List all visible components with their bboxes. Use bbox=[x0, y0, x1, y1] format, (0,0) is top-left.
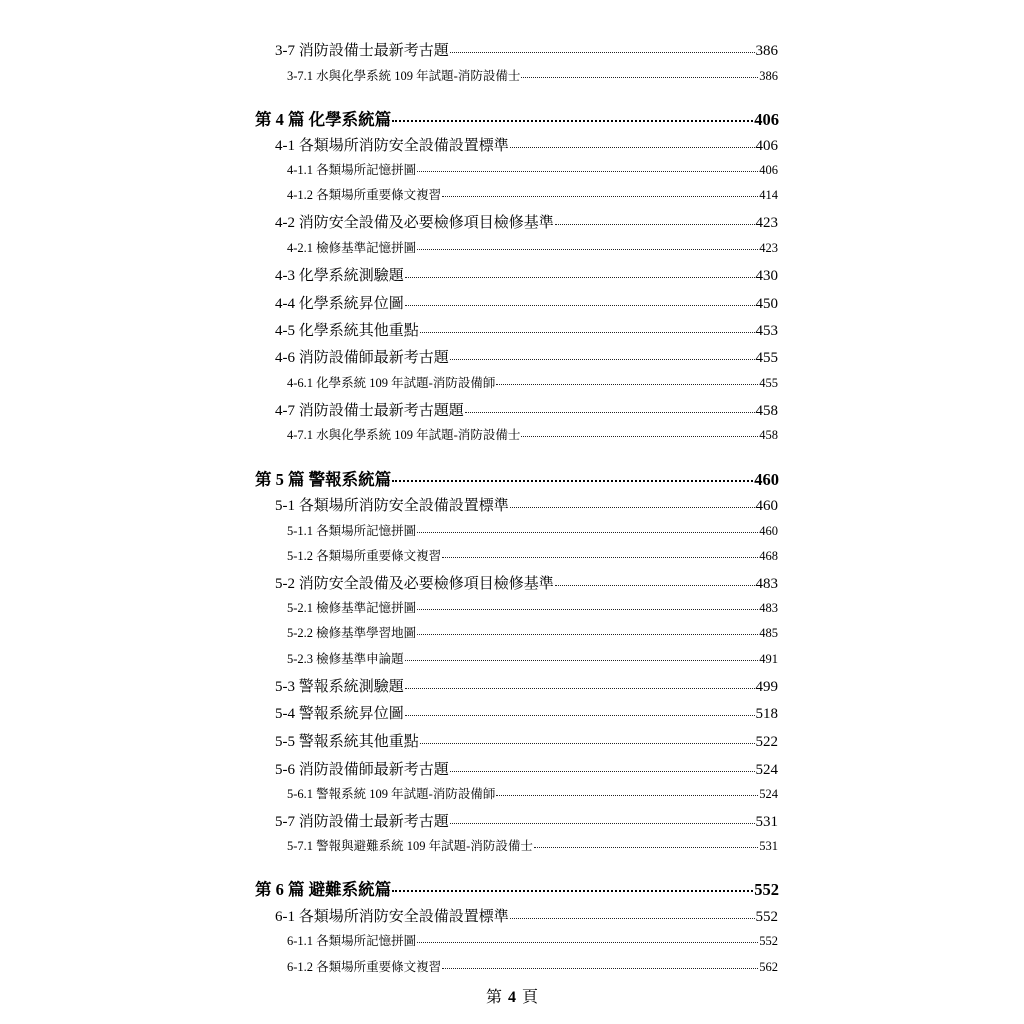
toc-subsection-entry bbox=[287, 598, 778, 616]
toc-page-number: 458 bbox=[755, 403, 778, 419]
toc-page-number: 386 bbox=[755, 43, 778, 59]
toc-section-entry bbox=[275, 494, 778, 515]
dot-leader bbox=[417, 532, 758, 533]
toc-page-number: 423 bbox=[759, 241, 778, 255]
toc-page-number: 468 bbox=[759, 549, 778, 563]
dot-leader bbox=[450, 52, 755, 53]
dot-leader bbox=[521, 77, 758, 78]
toc-entry-title: 4-2 消防安全設備及必要檢修項目檢修基準 bbox=[275, 215, 554, 231]
toc-entry-title: 5-7 消防設備士最新考古題 bbox=[275, 814, 449, 830]
dot-leader bbox=[417, 634, 758, 635]
toc-entry-title: 6-1 各類場所消防安全設備設置標準 bbox=[275, 909, 509, 925]
toc-section-entry bbox=[275, 702, 778, 723]
toc-subsection-entry bbox=[287, 373, 778, 391]
toc-subsection-entry bbox=[287, 238, 778, 256]
toc-entry-title: 5-2.1 檢修基準記憶拼圖 bbox=[287, 601, 417, 615]
dot-leader bbox=[405, 688, 755, 689]
toc-entry-title: 4-7 消防設備士最新考古題題 bbox=[275, 403, 464, 419]
toc-entry-title: 4-1.2 各類場所重要條文複習 bbox=[287, 188, 442, 202]
toc-page-number: 450 bbox=[755, 296, 778, 312]
toc-entry-title: 4-2.1 檢修基準記憶拼圖 bbox=[287, 241, 417, 255]
toc-page-number: 483 bbox=[755, 576, 778, 592]
toc-entry-title: 4-5 化學系統其他重點 bbox=[275, 323, 419, 339]
toc-entry-title: 第 6 篇 避難系統篇 bbox=[255, 880, 392, 899]
toc-entry-title: 5-5 警報系統其他重點 bbox=[275, 734, 419, 750]
toc-entry-title: 4-6 消防設備師最新考古題 bbox=[275, 350, 449, 366]
toc-page-number: 460 bbox=[759, 524, 778, 538]
toc-entry-title: 5-7.1 警報與避難系統 109 年試題-消防設備士 bbox=[287, 839, 533, 853]
toc-subsection-entry bbox=[287, 546, 778, 564]
toc-section-entry bbox=[275, 905, 778, 926]
dot-leader bbox=[510, 507, 755, 508]
toc-page-number: 423 bbox=[755, 215, 778, 231]
dot-leader bbox=[417, 249, 758, 250]
dot-leader bbox=[510, 918, 755, 919]
toc-subsection-entry bbox=[287, 160, 778, 178]
dot-leader bbox=[496, 384, 758, 385]
toc-page-number: 414 bbox=[759, 188, 778, 202]
toc-entry-title: 5-6 消防設備師最新考古題 bbox=[275, 762, 449, 778]
toc-entry-title: 5-1 各類場所消防安全設備設置標準 bbox=[275, 498, 509, 514]
toc-page-number: 430 bbox=[755, 268, 778, 284]
toc-entry-title: 5-2.3 檢修基準申論題 bbox=[287, 652, 404, 666]
toc-page-number: 460 bbox=[754, 470, 779, 489]
dot-leader bbox=[417, 171, 758, 172]
toc-section-entry bbox=[275, 810, 778, 831]
toc-page-number: 453 bbox=[755, 323, 778, 339]
toc-section-entry bbox=[275, 399, 778, 420]
dot-leader bbox=[405, 277, 755, 278]
toc-section-entry bbox=[275, 346, 778, 367]
toc-section-entry bbox=[275, 572, 778, 593]
toc-section-entry bbox=[275, 39, 778, 60]
toc-entry-title: 第 5 篇 警報系統篇 bbox=[255, 470, 392, 489]
toc-subsection-entry bbox=[287, 957, 778, 975]
dot-leader bbox=[521, 436, 758, 437]
footer-prefix: 第 bbox=[485, 989, 502, 1006]
dot-leader bbox=[534, 847, 758, 848]
toc-entry-title: 5-1.2 各類場所重要條文複習 bbox=[287, 549, 442, 563]
toc-page-number: 406 bbox=[754, 110, 779, 129]
toc-section-entry bbox=[275, 264, 778, 285]
toc-entry-title: 4-4 化學系統昇位圖 bbox=[275, 296, 404, 312]
dot-leader bbox=[442, 968, 758, 969]
toc-section-entry bbox=[275, 758, 778, 779]
dot-leader bbox=[555, 224, 755, 225]
toc-page-number: 524 bbox=[755, 762, 778, 778]
toc-section-entry bbox=[275, 319, 778, 340]
toc-part-heading bbox=[255, 106, 779, 130]
footer-page-number: 4 bbox=[508, 989, 516, 1006]
toc-entry-title: 3-7.1 水與化學系統 109 年試題-消防設備士 bbox=[287, 69, 521, 83]
toc-subsection-entry bbox=[287, 784, 778, 802]
toc-entry-title: 5-2.2 檢修基準學習地圖 bbox=[287, 626, 417, 640]
toc-page-number: 406 bbox=[755, 138, 778, 154]
toc-section-entry bbox=[275, 292, 778, 313]
toc-entry-title: 5-4 警報系統昇位圖 bbox=[275, 706, 404, 722]
dot-leader bbox=[417, 942, 758, 943]
toc-page-number: 522 bbox=[755, 734, 778, 750]
dot-leader bbox=[405, 305, 755, 306]
toc-entry-title: 第 4 篇 化學系統篇 bbox=[255, 110, 392, 129]
dot-leader bbox=[442, 557, 758, 558]
dot-leader bbox=[450, 823, 755, 824]
toc-section-entry bbox=[275, 211, 778, 232]
dot-leader bbox=[420, 743, 755, 744]
toc-page-number: 499 bbox=[755, 679, 778, 695]
dot-leader bbox=[405, 715, 755, 716]
toc-entry-title: 6-1.2 各類場所重要條文複習 bbox=[287, 960, 442, 974]
page-footer bbox=[0, 984, 1024, 1007]
dot-leader bbox=[465, 412, 755, 413]
footer-suffix: 頁 bbox=[522, 989, 539, 1006]
toc-page-number: 491 bbox=[759, 652, 778, 666]
toc-subsection-entry bbox=[287, 931, 778, 949]
toc-entry-title: 5-6.1 警報系統 109 年試題-消防設備師 bbox=[287, 787, 496, 801]
toc-page-number: 531 bbox=[759, 839, 778, 853]
toc-page-number: 552 bbox=[759, 934, 778, 948]
toc-page-number: 518 bbox=[755, 706, 778, 722]
toc-part-heading bbox=[255, 876, 779, 900]
toc-subsection-entry bbox=[287, 623, 778, 641]
dot-leader bbox=[392, 480, 753, 482]
dot-leader bbox=[405, 660, 759, 661]
toc-page-number: 406 bbox=[759, 163, 778, 177]
dot-leader bbox=[392, 890, 753, 892]
toc-entry-title: 4-1 各類場所消防安全設備設置標準 bbox=[275, 138, 509, 154]
toc-part-heading bbox=[255, 466, 779, 490]
toc-entry-title: 5-2 消防安全設備及必要檢修項目檢修基準 bbox=[275, 576, 554, 592]
toc-page-number: 483 bbox=[759, 601, 778, 615]
toc-subsection-entry bbox=[287, 836, 778, 854]
toc-page-number: 460 bbox=[755, 498, 778, 514]
toc-subsection-entry bbox=[287, 521, 778, 539]
toc-entry-title: 4-1.1 各類場所記憶拼圖 bbox=[287, 163, 417, 177]
toc-page-number: 524 bbox=[759, 787, 778, 801]
toc-page-number: 386 bbox=[759, 69, 778, 83]
toc-entry-title: 4-7.1 水與化學系統 109 年試題-消防設備士 bbox=[287, 428, 521, 442]
dot-leader bbox=[417, 609, 758, 610]
toc-entry-title: 6-1.1 各類場所記憶拼圖 bbox=[287, 934, 417, 948]
toc-page-number: 455 bbox=[755, 350, 778, 366]
toc-subsection-entry bbox=[287, 425, 778, 443]
toc-page-number: 552 bbox=[754, 880, 779, 899]
toc-page-number: 552 bbox=[755, 909, 778, 925]
toc-subsection-entry bbox=[287, 649, 778, 667]
dot-leader bbox=[510, 147, 755, 148]
toc-entry-title: 5-3 警報系統測驗題 bbox=[275, 679, 404, 695]
dot-leader bbox=[555, 585, 755, 586]
toc-entry-title: 3-7 消防設備士最新考古題 bbox=[275, 43, 449, 59]
toc-page-number: 458 bbox=[759, 428, 778, 442]
toc-page-number: 531 bbox=[755, 814, 778, 830]
toc-section-entry bbox=[275, 675, 778, 696]
toc-section-entry bbox=[275, 730, 778, 751]
toc-page-number: 485 bbox=[759, 626, 778, 640]
toc-subsection-entry bbox=[287, 66, 778, 84]
toc-entry-title: 4-6.1 化學系統 109 年試題-消防設備師 bbox=[287, 376, 496, 390]
dot-leader bbox=[496, 795, 758, 796]
dot-leader bbox=[442, 196, 758, 197]
dot-leader bbox=[450, 771, 755, 772]
dot-leader bbox=[392, 120, 753, 122]
toc-entry-title: 4-3 化學系統測驗題 bbox=[275, 268, 404, 284]
toc-entry-title: 5-1.1 各類場所記憶拼圖 bbox=[287, 524, 417, 538]
dot-leader bbox=[420, 332, 755, 333]
dot-leader bbox=[450, 359, 755, 360]
toc-section-entry bbox=[275, 134, 778, 155]
toc-page-number: 455 bbox=[759, 376, 778, 390]
toc-subsection-entry bbox=[287, 185, 778, 203]
toc-page-number: 562 bbox=[759, 960, 778, 974]
